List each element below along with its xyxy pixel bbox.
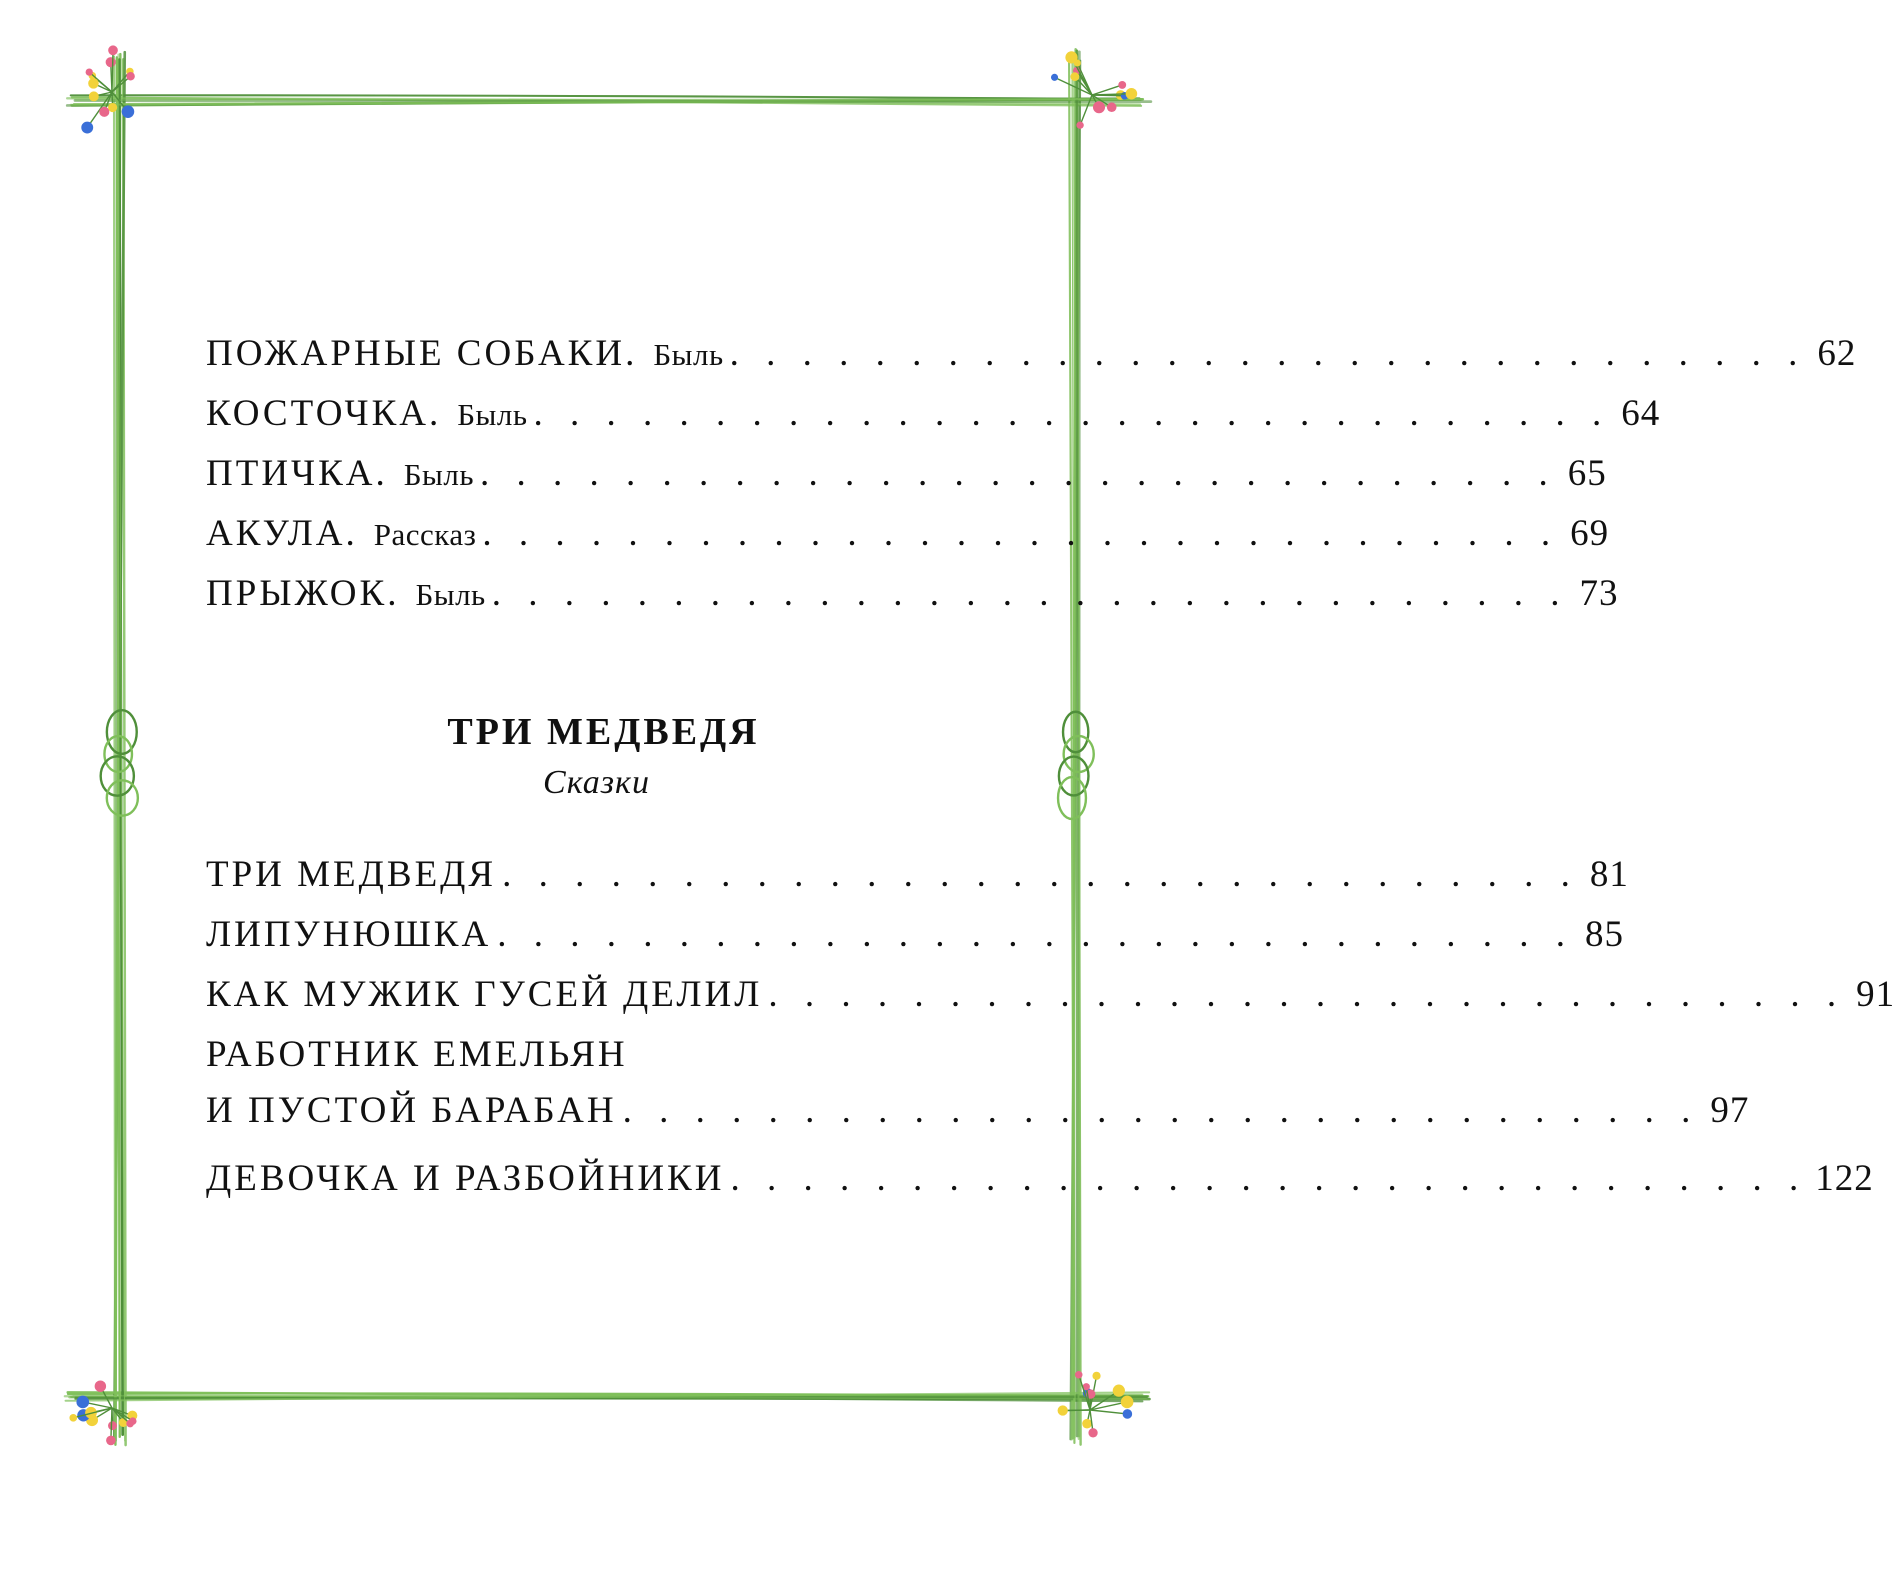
dot-leader: . . . . . . . . . . . . . . . . . . . . . . . . . . . . . . (502, 854, 1579, 895)
entry-page-number: 97 (1710, 1090, 1750, 1131)
entry-page-number: 85 (1584, 914, 1624, 955)
contents-entry[interactable] (206, 1149, 1874, 1209)
entry-genre: Рассказ (373, 517, 477, 552)
contents-entry[interactable] (206, 564, 1619, 624)
contents-entry[interactable] (206, 845, 1629, 905)
dot-leader: . . . . . . . . . . . . . . . . . . . . . . . . . . . . . . (482, 513, 1560, 554)
entry-page-number: 64 (1621, 393, 1661, 434)
contents-entry[interactable] (206, 384, 1661, 444)
entry-title: КОСТОЧКА. (206, 393, 442, 434)
entry-genre: Быль (403, 457, 474, 492)
dot-leader: . . . . . . . . . . . . . . . . . . . . . . . . . . . . . . (491, 573, 1569, 614)
entry-page-number: 81 (1589, 854, 1629, 895)
flower-bouquet-icon (1058, 1371, 1134, 1437)
entry-genre: Быль (653, 337, 724, 372)
section-subtitle: Сказки (543, 764, 650, 801)
entry-page-number: 73 (1579, 573, 1619, 614)
dot-leader: . . . . . . . . . . . . . . . . . . . . . . . . . . . . . . (729, 333, 1807, 374)
entry-genre: Быль (457, 397, 528, 432)
dot-leader: . . . . . . . . . . . . . . . . . . . . . . . . . . . . . . (768, 974, 1846, 1015)
contents-entry[interactable] (206, 1025, 1750, 1149)
contents-entry[interactable] (206, 965, 1895, 1025)
entry-title: ПОЖАРНЫЕ СОБАКИ. (206, 333, 638, 374)
contents-entry[interactable] (206, 905, 1624, 965)
entry-title-line-1: РАБОТНИК ЕМЕЛЬЯН (206, 1034, 628, 1075)
entry-page-number: 65 (1567, 453, 1607, 494)
section-heading (206, 706, 987, 808)
dot-leader: . . . . . . . . . . . . . . . . . . . . . . . . . . . . . . (480, 453, 1557, 494)
dot-leader: . . . . . . . . . . . . . . . . . . . . . . . . . . . . . . (622, 1090, 1700, 1131)
entry-page-number: 62 (1817, 333, 1857, 374)
frame-left-stroke (113, 56, 115, 1438)
dot-leader: . . . . . . . . . . . . . . . . . . . . . . . . . . . . . . (497, 914, 1574, 955)
dot-leader: . . . . . . . . . . . . . . . . . . . . . . . . . . . . . . (730, 1158, 1808, 1199)
entry-genre: Быль (415, 577, 486, 612)
contents-list-stories (206, 324, 1857, 624)
entry-second-line (206, 1081, 1750, 1141)
entry-title: ТРИ МЕДВЕДЯ (206, 854, 497, 895)
entry-page-number: 69 (1570, 513, 1610, 554)
entry-title: ПРЫЖОК. (206, 573, 400, 614)
contents-list-tales (206, 845, 1895, 1209)
flower-bouquet-icon (69, 1380, 137, 1445)
contents-entry[interactable] (206, 324, 1857, 384)
entry-title: КАК МУЖИК ГУСЕЙ ДЕЛИЛ (206, 974, 763, 1015)
entry-title: ЛИПУНЮШКА (206, 914, 492, 955)
flower-bouquet-icon (1051, 51, 1137, 129)
entry-title-line-2: И ПУСТОЙ БАРАБАН (206, 1090, 617, 1131)
entry-title: ПТИЧКА. (206, 453, 388, 494)
contents-entry[interactable] (206, 444, 1607, 504)
entry-title: ДЕВОЧКА И РАЗБОЙНИКИ (206, 1158, 725, 1199)
contents-entry[interactable] (206, 504, 1610, 564)
flower-bouquet-icon (81, 45, 135, 133)
entry-page-number: 122 (1815, 1158, 1874, 1199)
entry-title: АКУЛА. (206, 513, 358, 554)
entry-page-number: 91 (1856, 974, 1895, 1015)
dot-leader: . . . . . . . . . . . . . . . . . . . . . . . . . . . . . . (533, 393, 1611, 434)
section-title: ТРИ МЕДВЕДЯ (447, 711, 760, 753)
